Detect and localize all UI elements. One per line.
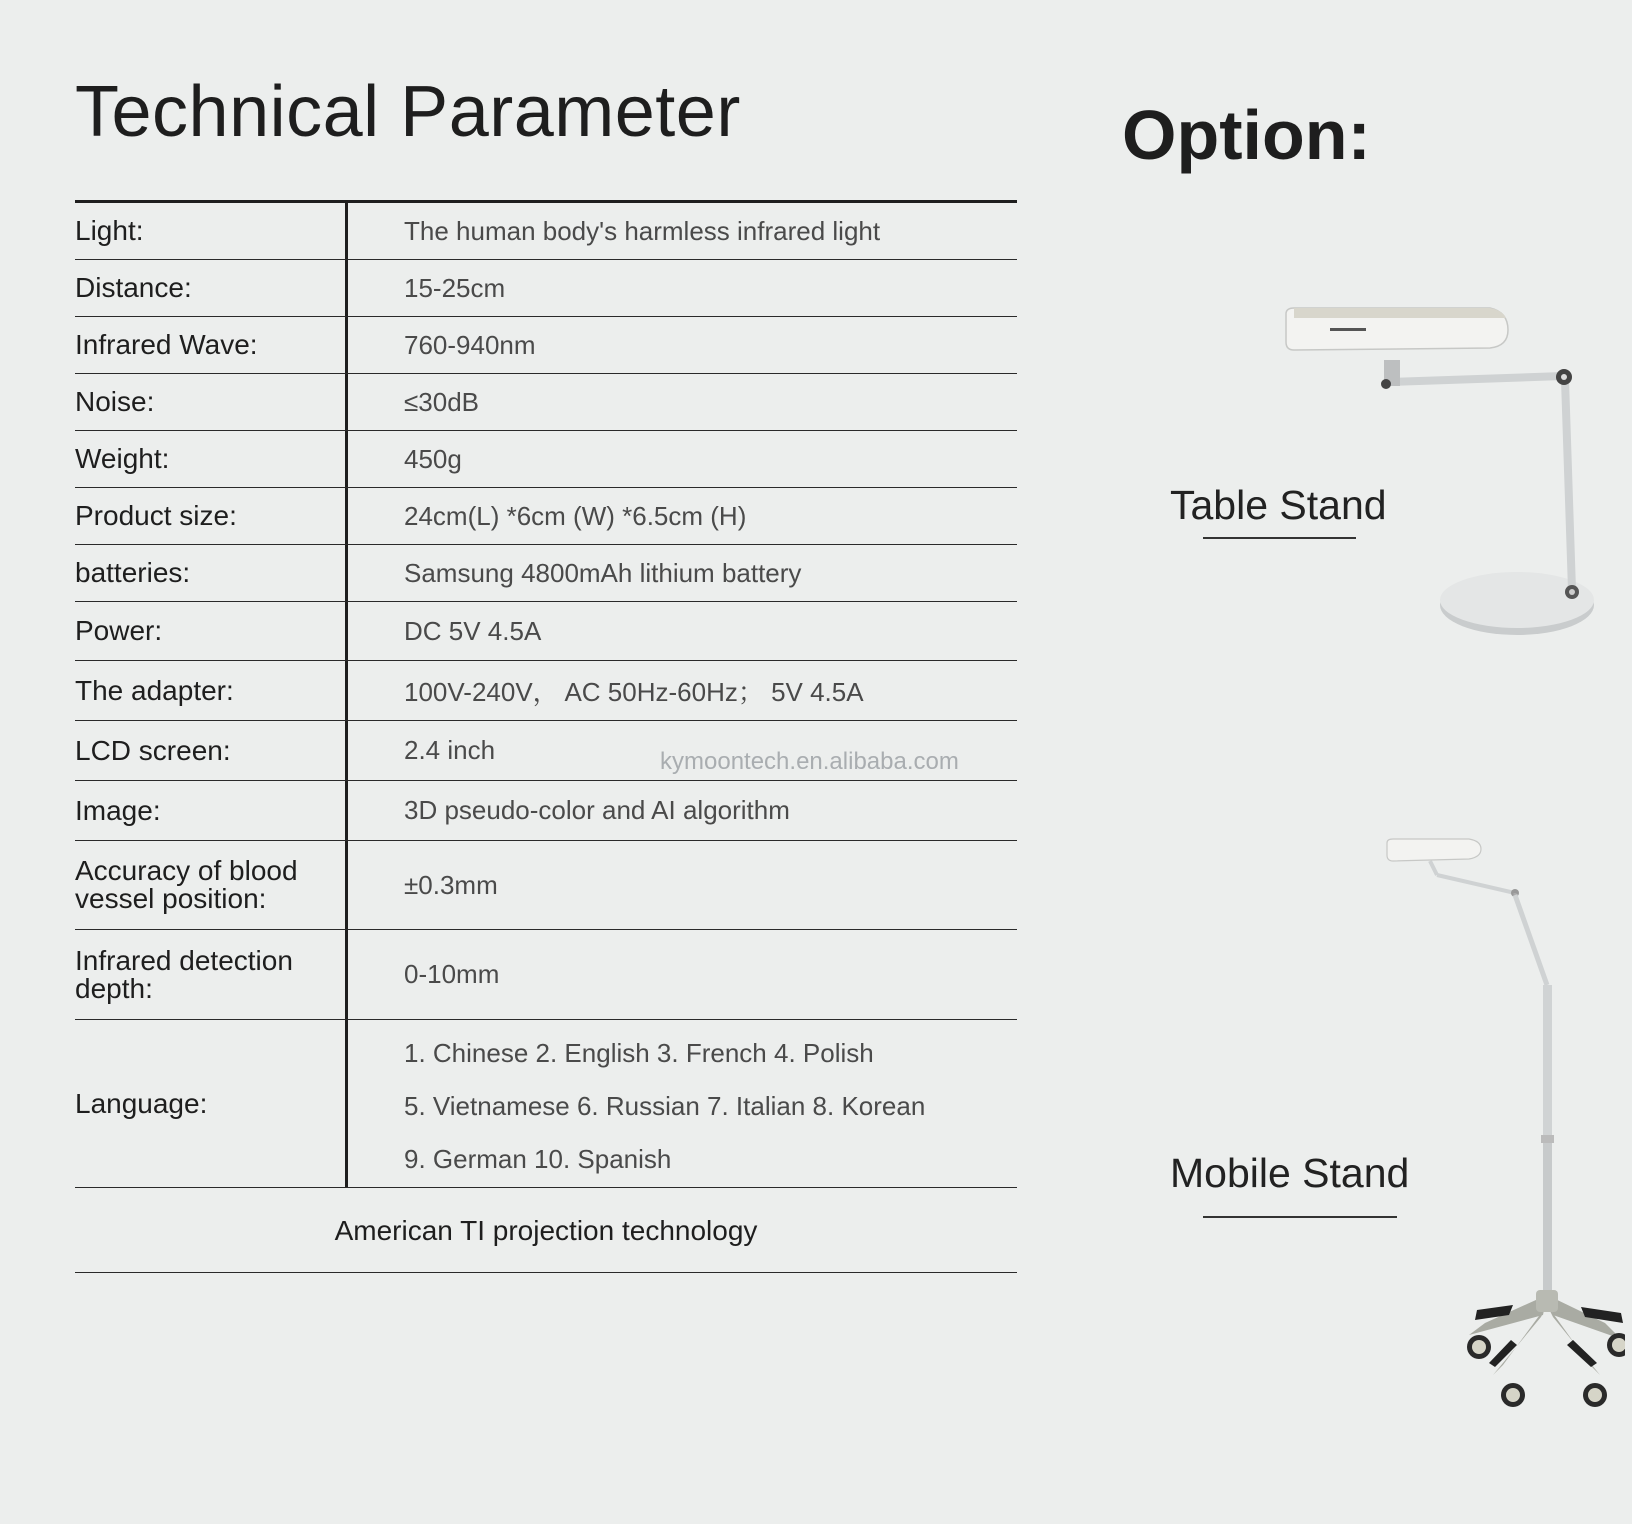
spec-row-accuracy [75, 841, 1017, 930]
spec-value: DC 5V 4.5A [404, 615, 542, 646]
spec-label: Infrared detection depth: [75, 930, 348, 1019]
spec-value: ±0.3mm [404, 869, 498, 900]
spec-label: Language: [75, 1020, 348, 1187]
spec-row-image [75, 781, 1017, 841]
spec-label: The adapter: [75, 661, 348, 720]
spec-value: 3D pseudo-color and AI algorithm [404, 795, 790, 825]
language-line: 9. German 10. Spanish [404, 1144, 672, 1174]
spec-label: Distance: [75, 260, 348, 316]
spec-row-noise [75, 374, 1017, 431]
spec-label: LCD screen: [75, 721, 348, 780]
language-list [404, 1020, 925, 1187]
page-title: Technical Parameter [75, 72, 741, 152]
spec-label: batteries: [75, 545, 348, 601]
spec-row-weight [75, 431, 1017, 488]
spec-label: Infrared Wave: [75, 317, 348, 373]
table-stand-underline [1203, 537, 1356, 539]
mobile-stand-label: Mobile Stand [1170, 1150, 1410, 1196]
spec-value: 760-940nm [404, 329, 536, 360]
spec-value: 2.4 inch [404, 735, 496, 765]
table-stand-label: Table Stand [1170, 482, 1387, 528]
spec-row-detection-depth [75, 930, 1017, 1020]
spec-label: Weight: [75, 431, 348, 487]
spec-row-adapter [75, 661, 1017, 721]
spec-row-infrared-wave [75, 317, 1017, 374]
spec-value [348, 1020, 1017, 1187]
spec-row-distance [75, 260, 1017, 317]
spec-value: 0-10mm [404, 959, 500, 989]
spec-value: ≤30dB [404, 386, 479, 417]
table-stand-image [1280, 300, 1600, 640]
spec-row-light [75, 203, 1017, 260]
spec-label: Product size: [75, 488, 348, 544]
option-title: Option: [1122, 96, 1371, 174]
spec-label: Accuracy of blood vessel position: [75, 841, 348, 929]
watermark: kymoontech.en.alibaba.com [660, 748, 959, 775]
spec-value: 24cm(L) *6cm (W) *6.5cm (H) [404, 500, 747, 531]
footer-note: American TI projection technology [75, 1190, 1017, 1273]
spec-value: 100V-240V， AC 50Hz-60Hz； 5V 4.5A [404, 677, 864, 707]
spec-row-language [75, 1020, 1017, 1188]
spec-value: The human body's harmless infrared light [404, 215, 881, 246]
spec-value: Samsung 4800mAh lithium battery [404, 557, 802, 588]
spec-label: Power: [75, 602, 348, 660]
spec-label: Image: [75, 781, 348, 840]
spec-label: Noise: [75, 374, 348, 430]
mobile-stand-image [1385, 835, 1625, 1425]
language-line: 5. Vietnamese 6. Russian 7. Italian 8. Korean [404, 1091, 926, 1121]
spec-label: Light: [75, 203, 348, 259]
spec-value: 450g [404, 443, 462, 474]
spec-row-batteries [75, 545, 1017, 602]
spec-row-product-size [75, 488, 1017, 545]
language-line: 1. Chinese 2. English 3. French 4. Polish [404, 1038, 874, 1068]
spec-table [75, 200, 1017, 1188]
spec-row-power [75, 602, 1017, 661]
spec-value: 15-25cm [404, 272, 506, 303]
mobile-stand-underline [1203, 1216, 1397, 1218]
